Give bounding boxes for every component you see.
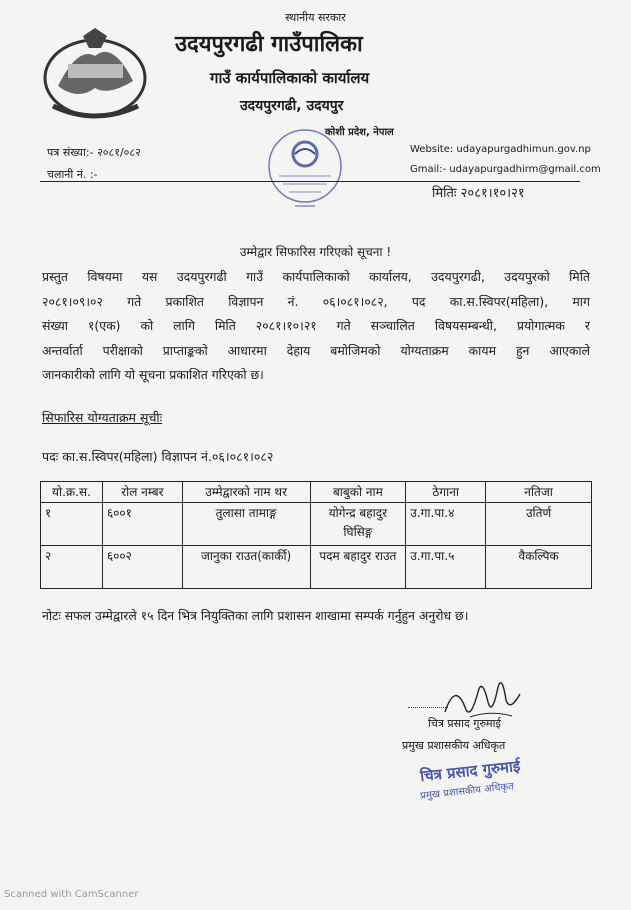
table-row — [41, 546, 592, 589]
notice-body-line: अन्तर्वार्ता परीक्षाको प्राप्ताङ्कको आधारमा देहाय बमोजिमको योग्यताक्रम कायम हुन आएकाले — [42, 342, 590, 358]
column-header-roll: रोल नम्बर — [102, 482, 182, 503]
website-text: Website: udayapurgadhimun.gov.np — [410, 144, 591, 155]
office-province: कोशी प्रदेश, नेपाल — [325, 127, 394, 138]
column-header-candidate: उम्मेद्वारको नाम थर — [182, 482, 310, 503]
email-text: Gmail:- udayapurgadhirm@gmail.com — [410, 164, 601, 175]
dispatch-number: चलानी नं. :- — [47, 168, 98, 181]
cell-address: उ.गा.पा.५ — [406, 546, 486, 589]
cell-address: उ.गा.पा.४ — [406, 503, 486, 546]
cell-candidate: जानुका राउत(कार्की) — [182, 546, 310, 589]
notice-body-line: २०८१।०९।०२ गते प्रकाशित विज्ञापन नं. ०६।०८१।०८२, पद का.स.स्विपर(महिला), माग — [42, 293, 590, 309]
table-row — [41, 503, 592, 546]
signer-name: चित्र प्रसाद गुरुमाई — [428, 717, 501, 730]
notice-body-line: संख्या १(एक) को लागि मिति २०८१।१०।२१ गते सञ्चालित विषयसम्बन्धी, प्रयोगात्मक र — [42, 318, 590, 333]
stamp-name: चित्र प्रसाद गुरुमाई — [419, 756, 521, 786]
cell-result: उतिर्ण — [486, 503, 592, 546]
notice-body-line: प्रस्तुत विषयमा यस उदयपुरगढी गाउँ कार्यपालिकाको कार्यालय, उदयपुरगढी, उदयपुरको मिति — [42, 269, 590, 284]
cell-father: योगेन्द्र बहादुर घिसिङ्ग — [310, 503, 406, 546]
cell-serial: १ — [41, 503, 103, 546]
merit-list-title: सिफारिस योग्यताक्रम सूचीः — [42, 410, 163, 425]
office-seal-icon — [265, 118, 345, 218]
cell-roll: ६००१ — [102, 503, 182, 546]
column-header-result: नतिजा — [486, 482, 592, 503]
signature-dotted-line — [408, 707, 448, 708]
government-label: स्थानीय सरकार — [285, 11, 346, 24]
column-header-father: बाबुको नाम — [310, 482, 406, 503]
nepal-emblem-icon — [38, 26, 153, 121]
column-header-address: ठेगाना — [406, 482, 486, 503]
stamp-designation: प्रमुख प्रशासकीय अधिकृत — [419, 781, 515, 802]
cell-result: वैकल्पिक — [486, 546, 592, 589]
notice-body-line: जानकारीको लागि यो सूचना प्रकाशित गरिएको छ। — [42, 367, 264, 382]
header-divider — [40, 181, 580, 182]
reference-number: पत्र संख्या:- २०८१/०८२ — [47, 146, 141, 159]
cell-roll: ६००२ — [102, 546, 182, 589]
signer-designation: प्रमुख प्रशासकीय अधिकृत — [402, 739, 506, 752]
notice-heading: उम्मेद्वार सिफारिस गरिएको सूचना ! — [239, 245, 392, 259]
cell-candidate: तुलासा तामाङ्ग — [182, 503, 310, 546]
notice-date: मितिः २०८१।१०।२१ — [432, 186, 525, 201]
scanner-watermark: Scanned with CamScanner — [4, 889, 139, 900]
post-and-advertisement: पदः का.स.स्विपर(महिला) विज्ञापन नं.०६।०८१।०८२ — [42, 449, 274, 464]
office-name: उदयपुरगढी गाउँपालिका — [175, 32, 363, 57]
column-header-serial: यो.क्र.स. — [41, 482, 103, 503]
cell-serial: २ — [41, 546, 103, 589]
notice-body — [42, 265, 590, 388]
merit-table — [40, 481, 592, 589]
table-header-row — [41, 482, 592, 503]
office-subtitle: गाउँ कार्यपालिकाको कार्यालय — [210, 69, 370, 87]
office-address: उदयपुरगढी, उदयपुर — [240, 98, 344, 114]
notice-note: नोटः सफल उम्मेद्वारले १५ दिन भित्र नियुक्तिका लागि प्रशासन शाखामा सम्पर्क गर्नुहुन अनुरोध छ। — [42, 608, 469, 623]
cell-father: पदम बहादुर राउत — [310, 546, 406, 589]
